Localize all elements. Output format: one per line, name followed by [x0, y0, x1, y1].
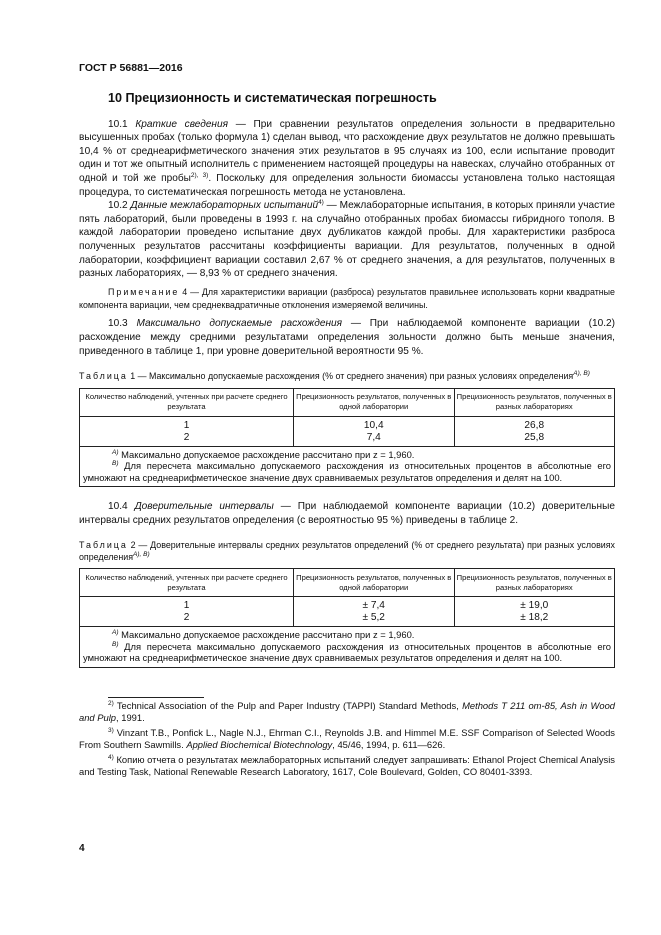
table-footnote-cell: $^{А)}$ Максимально допускаемое расхождение рассчитано при z = 1,960. $^{В)}$ Для пересчета максимально допускаемого расхождения из относительных процентов в абсолютные его умножают на среднеарифметическое значение двух сравниваемых результатов определения и делят на 100.	[80, 627, 615, 668]
note-text: 4 — Для характеристики вариации (разброса) результатов правильнее использовать корни квадратные компонента вариации, чем среднеквадратичные отклонения измеряемой величины.	[79, 286, 615, 310]
table-footnotes	[80, 627, 615, 668]
table-footnotes	[80, 446, 615, 487]
page-content	[79, 92, 615, 781]
table-header-cell: Количество наблюдений, учтенных при расчете среднего результата	[80, 388, 294, 416]
table1-caption	[79, 371, 615, 383]
table-2	[79, 568, 615, 668]
table-header-row	[80, 388, 615, 416]
table-header-cell: Прецизионность результатов, полученных в одной лаборатории	[294, 388, 455, 416]
clause-text-cont: . Поскольку для определения зольности биомассы установлена только настоящая процедура, то систематическая погрешность метода не установлена.	[79, 172, 616, 198]
table-row	[80, 597, 615, 627]
table-caption-text: 1 — Максимально допускаемые расхождения (% от среднего значения) при разных условиях определения	[127, 371, 574, 382]
footnote-ref: 4)	[318, 199, 324, 207]
clause-text: — При наблюдаемой компоненте вариации (10.2) расхождение между средними результатами определения зольности должно быть меньше значения, приведенного в таблице 1, при уровне доверительной вероятности 95 %.	[79, 318, 615, 357]
clause-term: Доверительные интервалы	[134, 501, 274, 513]
table-1	[79, 388, 615, 488]
footnote-4: $^{4)}$ Копию отчета о результатах межлабораторных испытаний следует запрашивать: Ethanol Project Chemical Analysis and Testing Task, National Renewable Research Laboratory, 1617, Cole Boulevard, Golden, CO 80401-3393.	[79, 753, 615, 777]
footnote-2: $^{2)}$ Technical Association of the Pulp and Paper Industry (TAPPI) Standard Methods, Methods T 211 om-85, Ash in Wood and Pulp, 1991.	[79, 699, 615, 723]
section-title: 10 Прецизионность и систематическая погрешность	[108, 91, 437, 105]
paragraph-10-2	[79, 199, 615, 281]
clause-number: 10.4	[108, 501, 135, 513]
table-footnote-cell: $^{А)}$ Максимально допускаемое расхождение рассчитано при z = 1,960. $^{В)}$ Для пересчета максимально допускаемого расхождения из относительных процентов в абсолютные его умножают на среднеарифметическое значение двух сравниваемых результатов определения и делят на 100.	[80, 446, 615, 487]
table-cell: 1 2	[80, 597, 294, 627]
clause-text: — Межлабораторные испытания, в которых приняли участие пять лабораторий, были проведены в 1993 г. на случайно отобранных пробах биомассы гибридного тополя. В каждой лаборатории проведено испытание двух дубликатов каждой пробы. Для характеристики разброса полученных результатов рассчитаны коэффициенты вариации. Для результатов, полученных в одной лаборатории, коэффициент вариации составил 2,67 % от среднего значения, а для результатов, полученных в разных лабораториях, — 8,93 % от среднего значения.	[79, 200, 615, 280]
table-cell: 26,8 25,8	[454, 416, 615, 446]
clause-term: Максимально допускаемые расхождения	[136, 318, 342, 330]
clause-term: Данные межлабораторных испытаний	[130, 200, 319, 212]
note-label: Примечание	[108, 286, 180, 297]
page-footnotes	[79, 700, 615, 778]
table-label: Таблица	[79, 371, 128, 382]
table-row	[80, 416, 615, 446]
clause-number: 10.2	[108, 200, 131, 212]
table-label: Таблица	[79, 540, 128, 551]
footnote-ref: 2), 3)	[190, 171, 209, 179]
footnote-ref: А), В)	[573, 370, 590, 378]
clause-term: Краткие сведения	[135, 118, 228, 130]
paragraph-10-4	[79, 500, 615, 527]
paragraph-10-3	[79, 317, 615, 358]
table-cell: 1 2	[80, 416, 294, 446]
table-header-cell: Прецизионность результатов, полученных в разных лабораториях	[454, 569, 615, 597]
table-cell: ± 19,0 ± 18,2	[454, 597, 615, 627]
clause-text: — При наблюдаемой компоненте вариации (10.2) доверительные интервалы средних результатов определения (с вероятностью 95 %) приведены в таблице 2.	[79, 501, 616, 526]
table-caption-text: 2 — Доверительные интервалы средних результатов определений (% от среднего результата) при разных условиях определения	[79, 540, 615, 562]
document-header: ГОСТ Р 56881—2016	[79, 62, 183, 74]
footnote-3: $^{3)}$ Vinzant T.B., Ponfick L., Nagle N.J., Ehrman C.I., Reynolds J.B. and Himmel M.E. SSF Comparison of Selected Woods From Southern Sawmills. Applied Biochemical Biotechnology, 45/46, 1994, p. 611—626.	[79, 726, 615, 750]
clause-number: 10.3	[108, 318, 137, 330]
footnote-ref: А), В)	[133, 550, 150, 558]
footnote-divider	[108, 697, 204, 698]
table-cell: ± 7,4 ± 5,2	[294, 597, 455, 627]
table-cell: 10,4 7,4	[294, 416, 455, 446]
clause-number: 10.1	[108, 118, 136, 130]
table-header-cell: Прецизионность результатов, полученных в разных лабораториях	[454, 388, 615, 416]
paragraph-10-1	[79, 118, 615, 200]
table-header-cell: Количество наблюдений, учтенных при расчете среднего результата	[80, 569, 294, 597]
clause-text: — При сравнении результатов определения зольности в предварительно высушенных пробах (только формула 1) сделан вывод, что расхождение двух результатов не должно превышать 10,4 % от среднеарифметического значения этих результатов в 95 случаях из 100, если испытание проводит один и тот же опытный исполнитель с применением настоящей процедуры на навесках, случайно отобранных от одной и той же пробы	[79, 118, 615, 184]
table-header-cell: Прецизионность результатов, полученных в одной лаборатории	[294, 569, 455, 597]
table-header-row	[80, 569, 615, 597]
page-number: 4	[79, 843, 85, 854]
table2-caption	[79, 540, 615, 563]
note-4	[79, 286, 615, 312]
